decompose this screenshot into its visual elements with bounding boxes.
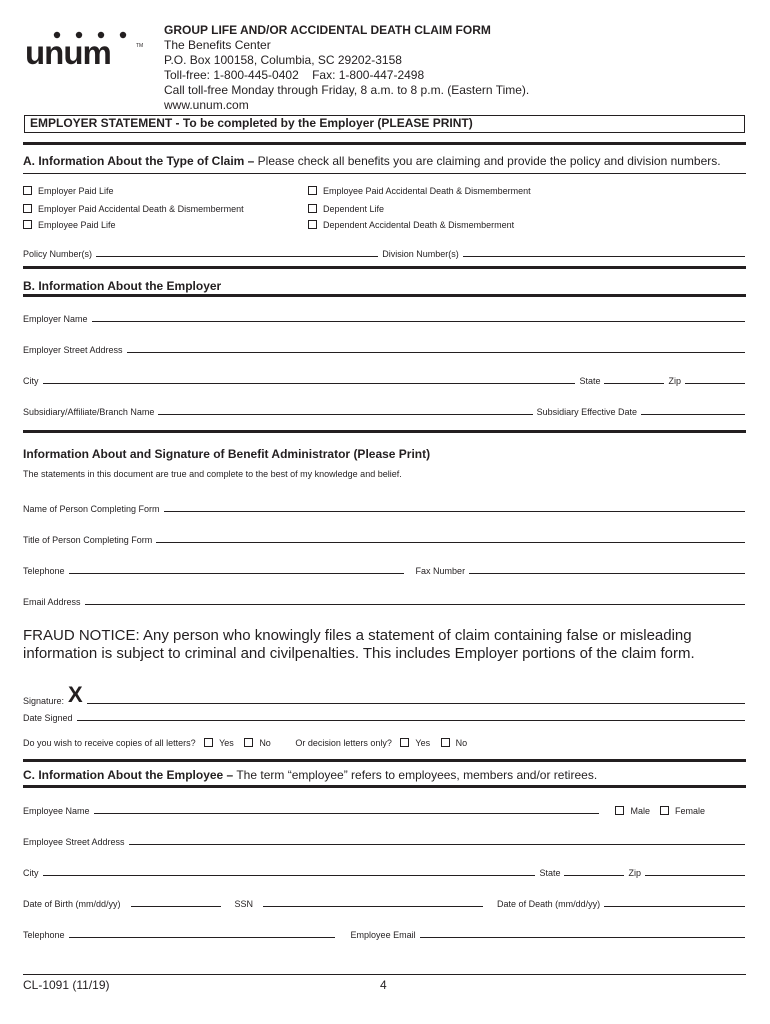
section-divider [23, 142, 746, 145]
checkbox-dependent-add[interactable]: Dependent Accidental Death & Dismemberment [308, 220, 514, 230]
section-divider [23, 759, 746, 762]
dod-field[interactable] [604, 906, 745, 907]
decision-no-option[interactable]: No [441, 738, 468, 748]
employee-state-field[interactable] [564, 875, 624, 876]
employee-name-row [23, 806, 745, 816]
checkbox-icon[interactable] [308, 220, 317, 229]
ssn-label: SSN [234, 899, 254, 909]
city-field[interactable] [43, 383, 576, 384]
employee-contact-row [23, 930, 745, 940]
checkbox-employer-paid-add[interactable]: Employer Paid Accidental Death & Dismemberment [23, 204, 244, 214]
header-line: P.O. Box 100158, Columbia, SC 29202-3158 [164, 53, 402, 67]
checkbox-icon[interactable] [23, 186, 32, 195]
employee-state-label: State [539, 868, 561, 878]
checkbox-employee-paid-add[interactable]: Employee Paid Accidental Death & Dismemberment [308, 186, 531, 196]
checkbox-icon[interactable] [23, 220, 32, 229]
email-field[interactable] [85, 604, 745, 605]
employee-name-field[interactable] [94, 813, 600, 814]
completer-title-field[interactable] [156, 542, 745, 543]
employer-street-field[interactable] [127, 352, 745, 353]
policy-number-label: Policy Number(s) [23, 249, 93, 259]
checkbox-icon[interactable] [204, 738, 213, 747]
header-line: www.unum.com [164, 98, 249, 112]
signature-field[interactable] [87, 703, 745, 704]
division-number-field[interactable] [463, 256, 745, 257]
signature-label: Signature: [23, 696, 65, 706]
fraud-notice: FRAUD NOTICE: Any person who knowingly files a statement of claim containing false or misleading information is subject to criminal and civilpenalties. This includes Employer portions of the claim form. [23, 627, 695, 662]
section-a-subtitle: Please check all benefits you are claiming and provide the policy and division numbers. [254, 154, 721, 168]
section-a-title: A. Information About the Type of Claim – [23, 154, 255, 168]
subsidiary-label: Subsidiary/Affiliate/Branch Name [23, 407, 155, 417]
section-rule [23, 173, 746, 174]
checkbox-icon[interactable] [615, 806, 624, 815]
ssn-field[interactable] [263, 906, 483, 907]
section-divider [23, 430, 746, 433]
svg-text:TM: TM [136, 43, 144, 49]
checkbox-icon[interactable] [400, 738, 409, 747]
section-divider [23, 266, 746, 269]
date-signed-label: Date Signed [23, 713, 73, 723]
form-title: GROUP LIFE AND/OR ACCIDENTAL DEATH CLAIM FORM [164, 23, 491, 37]
signature-x-mark: X [68, 682, 83, 707]
decision-question: Or decision letters only? [295, 738, 392, 748]
employee-dates-row [23, 899, 745, 909]
completer-name-label: Name of Person Completing Form [23, 504, 160, 514]
unum-logo [24, 30, 144, 70]
copies-question: Do you wish to receive copies of all letters? [23, 738, 196, 748]
subsidiary-row [23, 407, 745, 417]
telephone-label: Telephone [23, 566, 65, 576]
employee-name-label: Employee Name [23, 806, 90, 817]
employer-name-label: Employer Name [23, 314, 88, 324]
subsidiary-date-field[interactable] [641, 414, 745, 415]
copies-yes-option[interactable]: Yes [204, 738, 234, 748]
administrator-title: Information About and Signature of Benefit Administrator (Please Print) [23, 447, 431, 461]
completer-title-row [23, 535, 745, 545]
email-label: Email Address [23, 597, 81, 607]
checkbox-employee-paid-life[interactable]: Employee Paid Life [23, 220, 116, 230]
employee-city-row [23, 868, 745, 878]
checkbox-icon[interactable] [660, 806, 669, 815]
employer-street-label: Employer Street Address [23, 345, 123, 355]
employee-zip-label: Zip [628, 868, 641, 878]
decision-yes-option[interactable]: Yes [400, 738, 430, 748]
completer-title-label: Title of Person Completing Form [23, 535, 153, 545]
employee-telephone-field[interactable] [69, 937, 335, 938]
footer-rule [23, 974, 746, 975]
female-option[interactable]: Female [660, 806, 705, 816]
date-signed-field[interactable] [77, 720, 745, 721]
subsidiary-date-label: Subsidiary Effective Date [536, 407, 637, 417]
telephone-field[interactable] [69, 573, 404, 574]
checkbox-icon[interactable] [441, 738, 450, 747]
zip-label: Zip [668, 376, 681, 386]
employee-telephone-label: Telephone [23, 930, 65, 940]
male-option[interactable]: Male [615, 806, 650, 816]
header-line: Call toll-free Monday through Friday, 8 a.m. to 8 p.m. (Eastern Time). [164, 83, 530, 97]
dob-field[interactable] [131, 906, 221, 907]
checkbox-icon[interactable] [23, 204, 32, 213]
copies-question-row [23, 738, 467, 748]
completer-name-row [23, 504, 745, 514]
page-number: 4 [380, 978, 387, 992]
administrator-heading [23, 447, 430, 461]
subsidiary-field[interactable] [158, 414, 532, 415]
employee-street-label: Employee Street Address [23, 837, 125, 847]
city-label: City [23, 376, 39, 386]
employer-name-field[interactable] [92, 321, 745, 322]
section-c-title: C. Information About the Employee – [23, 768, 234, 782]
date-signed-row [23, 713, 745, 723]
employee-zip-field[interactable] [645, 875, 745, 876]
administrator-statement: The statements in this document are true and complete to the best of my knowledge and belief. [23, 469, 402, 479]
header-line: The Benefits Center [164, 38, 271, 52]
state-label: State [579, 376, 601, 386]
section-c-subtitle: The term “employee” refers to employees, members and/or retirees. [233, 768, 598, 782]
form-code: CL-1091 (11/19) [23, 978, 110, 992]
admin-phone-row [23, 566, 745, 576]
form-header [164, 23, 529, 113]
employee-email-label: Employee Email [350, 930, 416, 940]
completer-name-field[interactable] [164, 511, 745, 512]
checkbox-dependent-life[interactable]: Dependent Life [308, 204, 384, 214]
employee-city-label: City [23, 868, 39, 878]
signature-row [23, 680, 745, 706]
division-number-label: Division Number(s) [382, 249, 459, 259]
dod-label: Date of Death (mm/dd/yy) [497, 899, 601, 909]
section-b-title: B. Information About the Employer [23, 279, 222, 293]
section-c-heading [23, 768, 597, 782]
zip-field[interactable] [685, 383, 745, 384]
copies-no-option[interactable]: No [244, 738, 271, 748]
state-field[interactable] [604, 383, 664, 384]
policy-number-field[interactable] [96, 256, 378, 257]
dob-label: Date of Birth (mm/dd/yy) [23, 899, 121, 909]
employee-city-field[interactable] [43, 875, 536, 876]
employee-street-field[interactable] [129, 844, 745, 845]
employee-street-row [23, 837, 745, 847]
fax-field[interactable] [469, 573, 745, 574]
section-b-heading [23, 279, 221, 293]
policy-division-row [23, 249, 745, 259]
checkbox-icon[interactable] [308, 186, 317, 195]
employer-street-row [23, 345, 745, 355]
employer-statement-banner: EMPLOYER STATEMENT - To be completed by the Employer (PLEASE PRINT) [24, 115, 745, 133]
section-divider [23, 785, 746, 788]
employer-city-row [23, 376, 745, 386]
logo-text: unum [25, 34, 111, 70]
checkbox-icon[interactable] [308, 204, 317, 213]
admin-email-row [23, 597, 745, 607]
section-divider [23, 294, 746, 297]
checkbox-employer-paid-life[interactable]: Employer Paid Life [23, 186, 114, 196]
fax-label: Fax Number [415, 566, 466, 576]
employer-name-row [23, 314, 745, 324]
header-line: Toll-free: 1-800-445-0402 Fax: 1-800-447-2498 [164, 68, 425, 82]
section-a-heading [23, 154, 721, 168]
employee-email-field[interactable] [420, 937, 745, 938]
checkbox-icon[interactable] [244, 738, 253, 747]
